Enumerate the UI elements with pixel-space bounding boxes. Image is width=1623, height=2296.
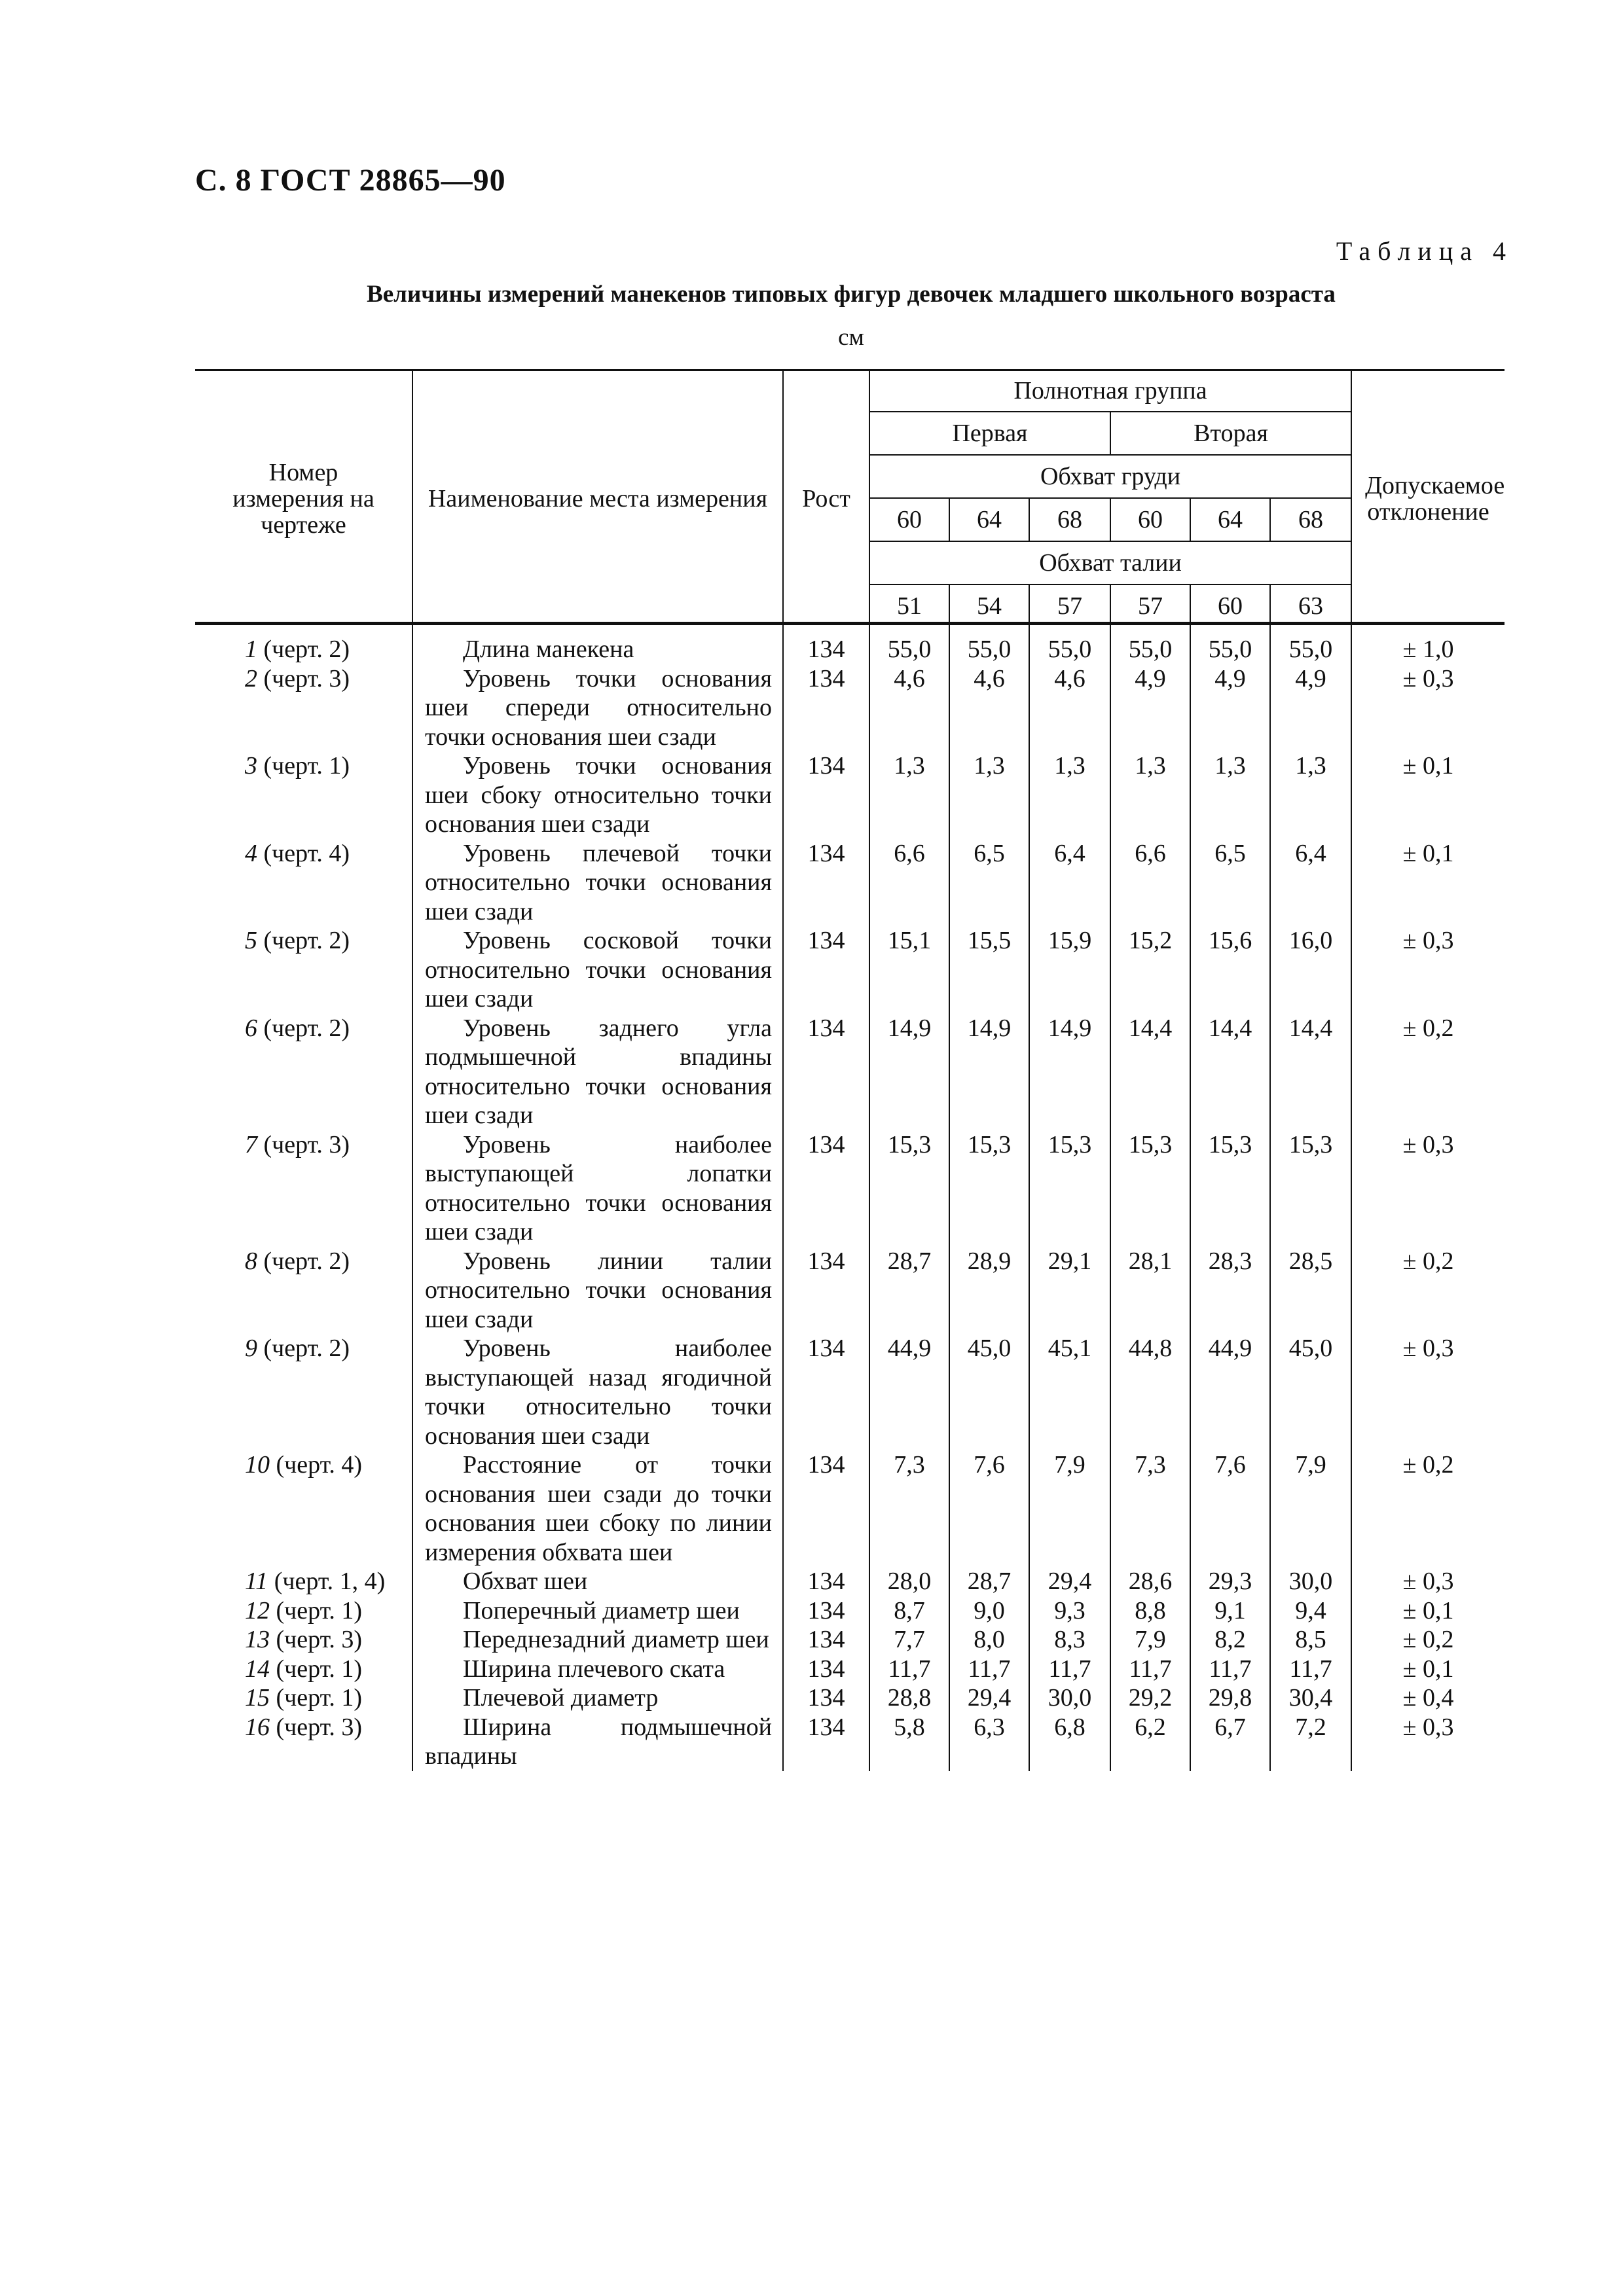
measurement-value: 6,3: [949, 1713, 1029, 1771]
table-row: [195, 1567, 1504, 1596]
chest-value: 68: [1270, 498, 1351, 541]
measurement-name-cell: [412, 627, 783, 664]
measurement-value: 6,2: [1110, 1713, 1190, 1771]
measurement-number-cell: [195, 1130, 412, 1247]
measurement-name-cell: [412, 1450, 783, 1567]
measurement-value: 55,0: [1029, 627, 1110, 664]
height-value: 134: [783, 1655, 869, 1684]
drawing-reference: (черт. 1): [276, 1684, 363, 1712]
tolerance-value: ± 0,4: [1351, 1683, 1504, 1713]
measurement-value: 7,2: [1270, 1713, 1351, 1771]
col-header-height: Рост: [783, 370, 869, 627]
tolerance-value: ± 0,1: [1351, 1596, 1504, 1626]
tolerance-value: ± 0,2: [1351, 1450, 1504, 1567]
drawing-reference: (черт. 2): [263, 1014, 350, 1042]
height-value: 134: [783, 1567, 869, 1596]
measurement-value: 1,3: [1270, 751, 1351, 839]
measurement-value: 29,4: [949, 1683, 1029, 1713]
measurement-value: 4,9: [1190, 664, 1270, 752]
measurement-value: 15,6: [1190, 926, 1270, 1014]
measurement-value: 30,0: [1029, 1683, 1110, 1713]
drawing-reference: (черт. 2): [263, 1335, 350, 1362]
measurement-number-cell: [195, 1655, 412, 1684]
drawing-reference: (черт. 1, 4): [274, 1568, 386, 1595]
measurement-number: 7: [245, 1130, 257, 1158]
measurement-value: 55,0: [1270, 627, 1351, 664]
measurement-value: 55,0: [949, 627, 1029, 664]
measurement-value: 16,0: [1270, 926, 1351, 1014]
measurement-value: 7,6: [1190, 1450, 1270, 1567]
measurement-value: 7,9: [1110, 1625, 1190, 1655]
chest-value: 60: [1110, 498, 1190, 541]
measurement-number-cell: [195, 839, 412, 927]
measurement-number-cell: [195, 1567, 412, 1596]
table-header: [195, 370, 1504, 627]
measurement-value: 9,3: [1029, 1596, 1110, 1626]
measurement-value: 7,7: [869, 1625, 949, 1655]
col-header-group-first: Первая: [869, 412, 1110, 455]
measurement-value: 45,1: [1029, 1334, 1110, 1450]
table-row: [195, 1683, 1504, 1713]
measurement-value: 4,6: [1029, 664, 1110, 752]
measurement-name-cell: [412, 1130, 783, 1247]
measurement-value: 15,5: [949, 926, 1029, 1014]
measurement-number: 9: [245, 1335, 257, 1362]
measurement-value: 15,3: [1029, 1130, 1110, 1247]
measurement-value: 6,6: [869, 839, 949, 927]
waist-value: 51: [869, 584, 949, 627]
drawing-reference: (черт. 1): [263, 752, 350, 780]
measurement-value: 30,4: [1270, 1683, 1351, 1713]
measurement-value: 14,9: [949, 1014, 1029, 1130]
measurement-value: 28,7: [869, 1247, 949, 1335]
table-row: [195, 926, 1504, 1014]
measurement-value: 9,0: [949, 1596, 1029, 1626]
table-row: [195, 1596, 1504, 1626]
height-value: 134: [783, 1713, 869, 1771]
page-header: С. 8 ГОСТ 28865—90: [195, 163, 506, 198]
measurement-name: Уровень точки основания шеи спереди относительно точки основания шеи сзади: [425, 664, 772, 751]
measurement-name: Уровень линии талии относительно точки основания шеи сзади: [425, 1247, 772, 1333]
table-row: [195, 1247, 1504, 1335]
measurement-value: 28,1: [1110, 1247, 1190, 1335]
measurement-number-cell: [195, 1247, 412, 1335]
measurement-value: 15,1: [869, 926, 949, 1014]
measurement-value: 29,4: [1029, 1567, 1110, 1596]
table-row: [195, 839, 1504, 927]
measurement-value: 7,9: [1270, 1450, 1351, 1567]
measurement-value: 28,8: [869, 1683, 949, 1713]
measurement-value: 14,4: [1110, 1014, 1190, 1130]
measurement-name-cell: [412, 839, 783, 927]
measurement-number: 12: [245, 1596, 270, 1624]
measurement-value: 15,9: [1029, 926, 1110, 1014]
waist-value: 57: [1029, 584, 1110, 627]
measurement-number-cell: [195, 627, 412, 664]
measurement-number: 6: [245, 1014, 257, 1042]
measurement-value: 7,3: [1110, 1450, 1190, 1567]
measurement-number: 10: [245, 1451, 270, 1479]
measurement-name: Ширина плечевого ската: [463, 1655, 725, 1683]
height-value: 134: [783, 1130, 869, 1247]
measurement-number-cell: [195, 1683, 412, 1713]
height-value: 134: [783, 751, 869, 839]
tolerance-value: ± 0,2: [1351, 1247, 1504, 1335]
measurement-name-cell: [412, 1655, 783, 1684]
table-row: [195, 664, 1504, 752]
measurement-value: 9,1: [1190, 1596, 1270, 1626]
measurement-name: Уровень наиболее выступающей лопатки относительно точки основания шеи сзади: [425, 1130, 772, 1246]
height-value: 134: [783, 1450, 869, 1567]
measurement-value: 14,9: [869, 1014, 949, 1130]
drawing-reference: (черт. 4): [276, 1451, 363, 1479]
measurement-number: 16: [245, 1713, 270, 1741]
height-value: 134: [783, 1334, 869, 1450]
tolerance-value: ± 0,1: [1351, 1655, 1504, 1684]
height-value: 134: [783, 839, 869, 927]
measurement-value: 28,5: [1270, 1247, 1351, 1335]
drawing-reference: (черт. 2): [263, 636, 350, 663]
height-value: 134: [783, 926, 869, 1014]
col-header-tolerance: Допускаемое отклонение: [1351, 370, 1504, 627]
tolerance-value: ± 0,1: [1351, 839, 1504, 927]
measurement-value: 45,0: [1270, 1334, 1351, 1450]
tolerance-value: ± 1,0: [1351, 627, 1504, 664]
measurement-value: 44,9: [869, 1334, 949, 1450]
measurement-value: 28,7: [949, 1567, 1029, 1596]
measurement-name-cell: [412, 751, 783, 839]
tolerance-value: ± 0,1: [1351, 751, 1504, 839]
height-value: 134: [783, 627, 869, 664]
table-row: [195, 627, 1504, 664]
measurement-name-cell: [412, 1247, 783, 1335]
measurement-number: 13: [245, 1626, 270, 1653]
measurement-value: 6,6: [1110, 839, 1190, 927]
tolerance-value: ± 0,2: [1351, 1625, 1504, 1655]
measurement-name: Уровень наиболее выступающей назад ягодичной точки относительно точки основания шеи сзади: [425, 1335, 772, 1450]
measurement-value: 45,0: [949, 1334, 1029, 1450]
measurement-value: 1,3: [1110, 751, 1190, 839]
measurement-value: 55,0: [1110, 627, 1190, 664]
measurement-value: 9,4: [1270, 1596, 1351, 1626]
measurement-value: 8,3: [1029, 1625, 1110, 1655]
height-value: 134: [783, 664, 869, 752]
measurement-value: 6,5: [949, 839, 1029, 927]
measurement-value: 15,3: [1270, 1130, 1351, 1247]
tolerance-value: ± 0,3: [1351, 1334, 1504, 1450]
measurement-value: 11,7: [949, 1655, 1029, 1684]
measurement-value: 11,7: [1270, 1655, 1351, 1684]
measurement-number: 15: [245, 1684, 270, 1712]
measurement-value: 15,2: [1110, 926, 1190, 1014]
tolerance-value: ± 0,3: [1351, 664, 1504, 752]
measurement-name-cell: [412, 1625, 783, 1655]
measurement-value: 1,3: [949, 751, 1029, 839]
measurement-value: 5,8: [869, 1713, 949, 1771]
measurement-number: 14: [245, 1655, 270, 1683]
measurement-value: 4,6: [869, 664, 949, 752]
measurement-number-cell: [195, 751, 412, 839]
measurement-value: 6,5: [1190, 839, 1270, 927]
measurement-name: Плечевой диаметр: [463, 1684, 659, 1712]
measurement-value: 6,4: [1270, 839, 1351, 927]
measurement-value: 7,9: [1029, 1450, 1110, 1567]
measurement-value: 55,0: [869, 627, 949, 664]
measurement-number-cell: [195, 1596, 412, 1626]
chest-value: 60: [869, 498, 949, 541]
measurement-value: 4,9: [1110, 664, 1190, 752]
table-row: [195, 1625, 1504, 1655]
waist-value: 54: [949, 584, 1029, 627]
col-header-name: Наименование места измерения: [412, 370, 783, 627]
measurement-value: 28,0: [869, 1567, 949, 1596]
measurement-value: 8,5: [1270, 1625, 1351, 1655]
table-row: [195, 1713, 1504, 1771]
measurement-value: 4,6: [949, 664, 1029, 752]
drawing-reference: (черт. 4): [263, 839, 350, 867]
table-row: [195, 1450, 1504, 1567]
measurement-name: Уровень точки основания шеи сбоку относительно точки основания шеи сзади: [425, 752, 772, 838]
measurement-number: 2: [245, 664, 257, 692]
measurement-name-cell: [412, 1334, 783, 1450]
table-unit: см: [838, 324, 864, 351]
measurement-value: 8,2: [1190, 1625, 1270, 1655]
drawing-reference: (черт. 1): [276, 1655, 363, 1683]
table-row: [195, 1130, 1504, 1247]
measurement-number: 3: [245, 752, 257, 780]
measurement-value: 11,7: [1190, 1655, 1270, 1684]
measurement-name: Расстояние от точки основания шеи сзади до точки основания шеи сбоку по линии измерения обхвата шеи: [425, 1451, 772, 1566]
measurement-number: 1: [245, 636, 257, 663]
col-header-waist: Обхват талии: [869, 541, 1351, 584]
measurement-number-cell: [195, 664, 412, 752]
measurement-name: Уровень сосковой точки относительно точки основания шеи сзади: [425, 927, 772, 1013]
measurement-number: 8: [245, 1247, 257, 1275]
measurement-value: 6,8: [1029, 1713, 1110, 1771]
height-value: 134: [783, 1596, 869, 1626]
measurement-value: 7,3: [869, 1450, 949, 1567]
drawing-reference: (черт. 1): [276, 1596, 363, 1624]
measurement-number-cell: [195, 926, 412, 1014]
measurement-value: 29,8: [1190, 1683, 1270, 1713]
waist-value: 60: [1190, 584, 1270, 627]
drawing-reference: (черт. 3): [276, 1713, 363, 1741]
measurement-value: 1,3: [869, 751, 949, 839]
measurement-name: Обхват шеи: [463, 1568, 588, 1595]
waist-value: 57: [1110, 584, 1190, 627]
measurement-value: 15,3: [1110, 1130, 1190, 1247]
measurement-value: 11,7: [1029, 1655, 1110, 1684]
measurement-value: 14,4: [1190, 1014, 1270, 1130]
table-header-rule: [195, 622, 1504, 625]
measurement-number-cell: [195, 1014, 412, 1130]
waist-value: 63: [1270, 584, 1351, 627]
table-row: [195, 1655, 1504, 1684]
height-value: 134: [783, 1014, 869, 1130]
drawing-reference: (черт. 2): [263, 927, 350, 954]
measurement-number: 11: [245, 1568, 268, 1595]
measurement-name: Ширина подмышечной впадины: [425, 1713, 772, 1770]
chest-value: 64: [949, 498, 1029, 541]
measurement-name: Уровень плечевой точки относительно точки основания шеи сзади: [425, 839, 772, 925]
measurement-value: 30,0: [1270, 1567, 1351, 1596]
measurement-name-cell: [412, 664, 783, 752]
measurement-value: 28,3: [1190, 1247, 1270, 1335]
table-row: [195, 751, 1504, 839]
measurement-name-cell: [412, 1683, 783, 1713]
tolerance-value: ± 0,2: [1351, 1014, 1504, 1130]
measurement-value: 6,4: [1029, 839, 1110, 927]
table-label: Таблица 4: [1336, 236, 1513, 266]
measurement-name: Уровень заднего угла подмышечной впадины относительно точки основания шеи сзади: [425, 1014, 772, 1129]
table-body: [195, 627, 1504, 1771]
measurement-value: 8,8: [1110, 1596, 1190, 1626]
measurement-name: Переднезадний диаметр шеи: [463, 1626, 769, 1653]
height-value: 134: [783, 1247, 869, 1335]
measurement-value: 15,3: [1190, 1130, 1270, 1247]
drawing-reference: (черт. 3): [263, 1130, 350, 1158]
measurement-value: 15,3: [949, 1130, 1029, 1247]
measurement-number-cell: [195, 1334, 412, 1450]
drawing-reference: (черт. 2): [263, 1247, 350, 1275]
measurement-value: 28,6: [1110, 1567, 1190, 1596]
measurement-value: 7,6: [949, 1450, 1029, 1567]
measurement-value: 14,4: [1270, 1014, 1351, 1130]
chest-value: 68: [1029, 498, 1110, 541]
measurement-value: 44,8: [1110, 1334, 1190, 1450]
height-value: 134: [783, 1625, 869, 1655]
col-header-fullness-group: Полнотная группа: [869, 370, 1351, 412]
chest-value: 64: [1190, 498, 1270, 541]
col-header-group-second: Вторая: [1110, 412, 1351, 455]
measurement-value: 6,7: [1190, 1713, 1270, 1771]
measurement-value: 14,9: [1029, 1014, 1110, 1130]
height-value: 134: [783, 1683, 869, 1713]
measurement-name-cell: [412, 1014, 783, 1130]
tolerance-value: ± 0,3: [1351, 1567, 1504, 1596]
col-header-number: Номер измерения на чертеже: [232, 459, 374, 539]
table-row: [195, 1334, 1504, 1450]
measurement-number-cell: [195, 1713, 412, 1771]
measurement-number-cell: [195, 1625, 412, 1655]
measurement-value: 15,3: [869, 1130, 949, 1247]
tolerance-value: ± 0,3: [1351, 1130, 1504, 1247]
measurement-value: 55,0: [1190, 627, 1270, 664]
table-title: Величины измерений манекенов типовых фигур девочек младшего школьного возраста: [367, 281, 1336, 308]
measurement-value: 29,3: [1190, 1567, 1270, 1596]
measurement-name: Поперечный диаметр шеи: [463, 1596, 740, 1624]
measurement-value: 8,7: [869, 1596, 949, 1626]
measurement-value: 29,1: [1029, 1247, 1110, 1335]
measurement-name-cell: [412, 1713, 783, 1771]
measurement-name: Длина манекена: [463, 636, 634, 663]
measurement-value: 28,9: [949, 1247, 1029, 1335]
measurement-value: 11,7: [1110, 1655, 1190, 1684]
measurement-value: 11,7: [869, 1655, 949, 1684]
col-header-chest: Обхват груди: [869, 455, 1351, 498]
measurement-value: 1,3: [1029, 751, 1110, 839]
drawing-reference: (черт. 3): [263, 664, 350, 692]
measurement-value: 4,9: [1270, 664, 1351, 752]
measurement-number: 5: [245, 927, 257, 954]
drawing-reference: (черт. 3): [276, 1626, 363, 1653]
measurement-value: 8,0: [949, 1625, 1029, 1655]
measurement-name-cell: [412, 926, 783, 1014]
measurement-name-cell: [412, 1567, 783, 1596]
measurement-number: 4: [245, 839, 257, 867]
measurement-value: 29,2: [1110, 1683, 1190, 1713]
measurement-number-cell: [195, 1450, 412, 1567]
measurements-table: [195, 370, 1504, 1771]
tolerance-value: ± 0,3: [1351, 926, 1504, 1014]
measurement-value: 1,3: [1190, 751, 1270, 839]
measurement-value: 44,9: [1190, 1334, 1270, 1450]
table-row: [195, 1014, 1504, 1130]
measurement-name-cell: [412, 1596, 783, 1626]
tolerance-value: ± 0,3: [1351, 1713, 1504, 1771]
